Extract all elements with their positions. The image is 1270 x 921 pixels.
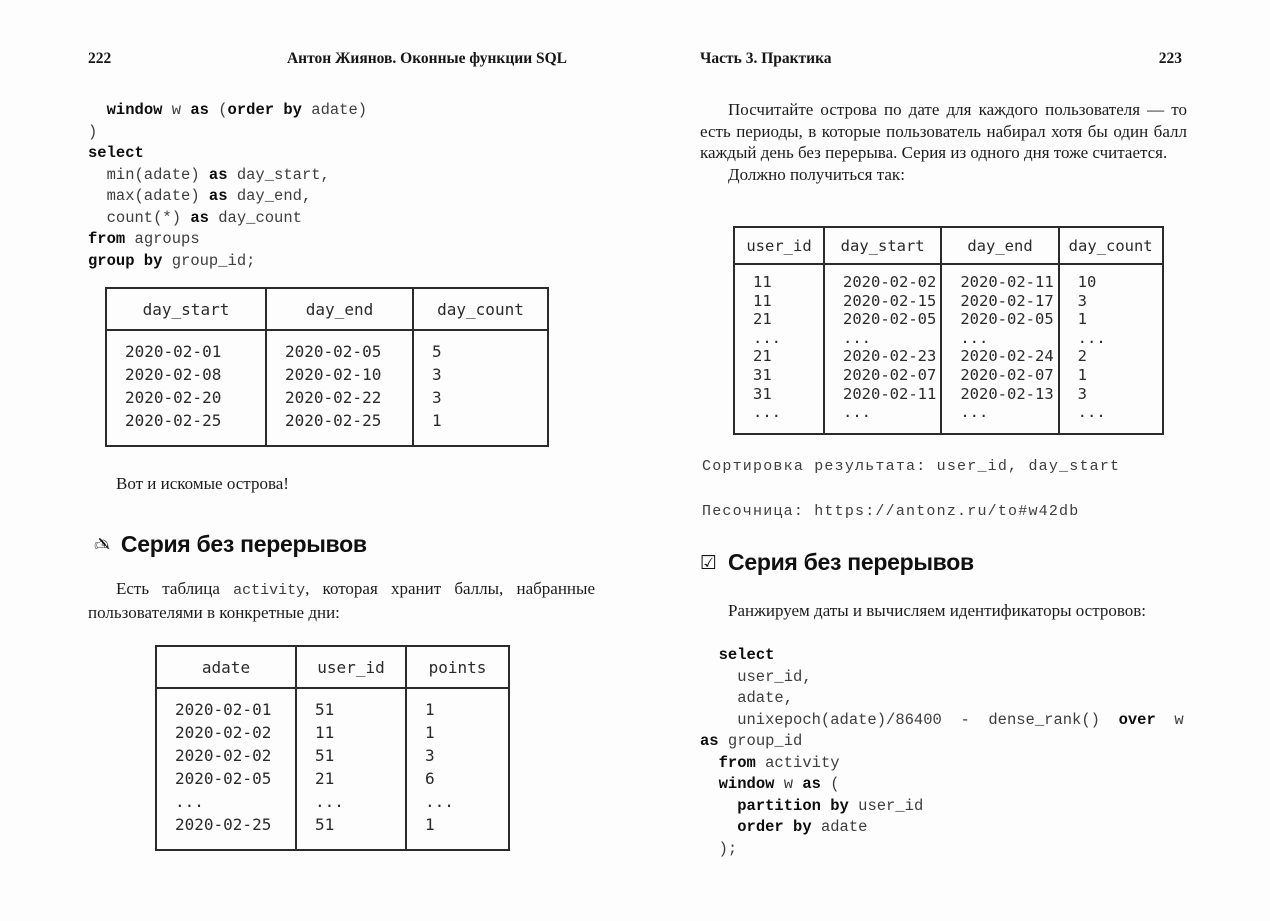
table-row [734, 310, 1163, 329]
table-cell: 1 [406, 688, 509, 721]
table-cell: ... [734, 403, 824, 434]
code-text: ( [820, 775, 840, 793]
table-cell: ... [734, 329, 824, 348]
sql-keyword: as [208, 187, 228, 205]
page-number: 222 [88, 50, 112, 67]
page-left [88, 0, 595, 921]
table-cell: 2020-02-02 [156, 744, 296, 767]
code-text: activity [755, 753, 840, 772]
code-text: ) [88, 122, 98, 141]
table-header-row [156, 646, 509, 688]
para-activity-intro [88, 578, 595, 623]
table-cell: 1 [1059, 366, 1163, 385]
code-line [700, 753, 1184, 775]
table-cell: 2020-02-20 [106, 386, 266, 409]
table-cell: 2020-02-01 [156, 688, 296, 721]
code-text [700, 754, 719, 772]
sql-keyword: over [1118, 710, 1156, 729]
code-text: group_id [718, 732, 803, 750]
code-text [88, 101, 107, 119]
inline-code: activity [233, 582, 306, 599]
code-line [700, 731, 1184, 753]
user-islands-result-table [733, 226, 1164, 435]
table-cell: 2020-02-15 [824, 292, 941, 311]
code-text: day_start, [227, 165, 330, 184]
table-row [156, 744, 509, 767]
table-cell: 2020-02-13 [941, 385, 1058, 404]
table-cell: 2020-02-02 [156, 721, 296, 744]
sql-keyword: order by [737, 818, 812, 836]
table-cell: 2020-02-11 [941, 264, 1058, 292]
sql-keyword: order by [227, 101, 302, 119]
sql-code-block-solution [700, 645, 1184, 860]
table-row [156, 813, 509, 850]
sql-code-block-islands [88, 100, 367, 272]
column-header: user_id [296, 646, 406, 688]
code-line [700, 645, 1184, 667]
table-row [734, 292, 1163, 311]
table-row [106, 363, 548, 386]
running-head-title: Часть 3. Практика [700, 50, 832, 67]
table-cell: 51 [296, 744, 406, 767]
table-cell: 2020-02-25 [156, 813, 296, 850]
code-text: user_id [848, 796, 924, 815]
table-cell: 2020-02-05 [266, 330, 413, 363]
sql-keyword: group by [88, 251, 163, 270]
note-sorting: Сортировка результата: user_id, day_start [702, 458, 1121, 475]
code-text: count(*) [88, 208, 191, 227]
code-line [700, 710, 1184, 732]
table-cell: 6 [406, 767, 509, 790]
sql-keyword: window [106, 101, 163, 119]
code-line [88, 165, 367, 187]
table-cell: ... [1059, 403, 1163, 434]
code-text [700, 775, 719, 793]
table-cell: 2020-02-10 [266, 363, 413, 386]
code-line [88, 251, 367, 273]
page-right [700, 0, 1187, 921]
table-cell: 2020-02-05 [156, 767, 296, 790]
task-text-block [700, 99, 1187, 185]
code-line [700, 667, 1184, 689]
table-cell: 11 [734, 292, 824, 311]
table-row [734, 385, 1163, 404]
table-cell: ... [824, 329, 941, 348]
table-cell: 2020-02-24 [941, 347, 1058, 366]
sql-keyword: from [88, 230, 126, 248]
table-cell: 2 [1059, 347, 1163, 366]
column-header: day_end [266, 288, 413, 330]
table-row [156, 688, 509, 721]
table-cell: 31 [734, 385, 824, 404]
table-cell: 2020-02-07 [824, 366, 941, 385]
para-task: Посчитайте острова по дате для каждого пользователя — то есть периоды, в которые пользователь набирал хотя бы один балл каждый день без перерыва. Серия из одного дня тоже считается. [700, 100, 1187, 162]
column-header: day_end [941, 227, 1058, 264]
table-cell: 2020-02-02 [824, 264, 941, 292]
sql-keyword: from [718, 753, 756, 772]
table-cell: 3 [1059, 385, 1163, 404]
para-islands-found: Вот и искомые острова! [116, 474, 289, 493]
code-text: day_count [208, 208, 302, 227]
table-cell: 21 [734, 310, 824, 329]
table-cell: 2020-02-25 [106, 409, 266, 446]
table-cell: 1 [1059, 310, 1163, 329]
column-header: user_id [734, 227, 824, 264]
code-text: w [162, 101, 191, 119]
table-row [734, 329, 1163, 348]
running-head-title: Антон Жиянов. Оконные функции SQL [286, 50, 568, 67]
code-line [88, 229, 367, 251]
table-cell: 2020-02-08 [106, 363, 266, 386]
table-cell: 2020-02-23 [824, 347, 941, 366]
table-cell: 2020-02-07 [941, 366, 1058, 385]
table-row [106, 386, 548, 409]
table-row [734, 264, 1163, 292]
code-line [700, 774, 1184, 796]
paragraph-text: , которая хранит баллы, набранные пользователями в конкретные дни: [88, 579, 595, 622]
code-line [700, 796, 1184, 818]
table-cell: 2020-02-05 [824, 310, 941, 329]
table-row [734, 366, 1163, 385]
section-heading-label: Серия без перерывов [120, 531, 367, 557]
table-row [156, 767, 509, 790]
sql-keyword: as [208, 165, 228, 184]
table-cell: 1 [413, 409, 548, 446]
table-cell: 31 [734, 366, 824, 385]
sql-keyword: as [700, 732, 719, 750]
column-header: points [406, 646, 509, 688]
column-header: day_start [106, 288, 266, 330]
table-cell: 51 [296, 688, 406, 721]
table-cell: 51 [296, 813, 406, 850]
table-cell: 1 [406, 813, 509, 850]
column-header: day_start [824, 227, 941, 264]
code-text: unixepoch(adate)/86400 - dense_rank() [700, 710, 1119, 729]
page-header-left [88, 50, 595, 70]
table-cell: ... [1059, 329, 1163, 348]
code-line [88, 122, 367, 144]
table-cell: 2020-02-01 [106, 330, 266, 363]
code-text: ); [700, 839, 738, 858]
table-cell: 1 [406, 721, 509, 744]
code-text [700, 646, 719, 664]
table-cell: 10 [1059, 264, 1163, 292]
table-cell: ... [824, 403, 941, 434]
code-text [700, 818, 737, 836]
code-text [700, 797, 737, 815]
table-cell: ... [941, 329, 1058, 348]
sql-keyword: partition by [737, 796, 849, 815]
code-line [88, 208, 367, 230]
para-expected: Должно получиться так: [728, 164, 905, 184]
code-text: adate, [700, 689, 794, 707]
table-cell: 2020-02-11 [824, 385, 941, 404]
section-heading-label: Серия без перерывов [728, 549, 974, 575]
checkbox-checked-icon: ☑ [700, 551, 718, 574]
table-cell: 21 [296, 767, 406, 790]
paragraph-text: Есть таблица [116, 579, 234, 598]
note-sandbox-link: Песочница: https://antonz.ru/to#w42db [702, 503, 1080, 520]
table-cell: ... [156, 790, 296, 813]
page-number: 223 [1158, 50, 1182, 67]
table-cell: 3 [413, 386, 548, 409]
table-cell: 2020-02-22 [266, 386, 413, 409]
para-ranking: Ранжируем даты и вычисляем идентификаторы островов: [728, 601, 1147, 620]
code-text: agroups [125, 230, 200, 248]
code-text: adate) [301, 101, 368, 119]
code-text: min(adate) [88, 165, 209, 184]
table-cell: ... [941, 403, 1058, 434]
table-cell: 21 [734, 347, 824, 366]
sql-keyword: window [718, 775, 775, 793]
code-line [88, 143, 367, 165]
code-text: ( [208, 101, 228, 119]
sql-keyword: select [88, 144, 144, 162]
column-header: day_count [1059, 227, 1163, 264]
islands-result-table [105, 287, 549, 447]
table-cell: 5 [413, 330, 548, 363]
table-cell: 3 [1059, 292, 1163, 311]
sql-keyword: as [802, 775, 821, 793]
table-cell: 2020-02-05 [941, 310, 1058, 329]
code-line [700, 839, 1184, 861]
table-row [106, 330, 548, 363]
sql-keyword: as [190, 208, 209, 227]
code-line [700, 817, 1184, 839]
table-header-row [734, 227, 1163, 264]
table-header-row [106, 288, 548, 330]
table-row [156, 721, 509, 744]
page-header-right [700, 50, 1187, 70]
code-text: group_id; [162, 251, 256, 270]
table-cell: 11 [296, 721, 406, 744]
code-text: w [1155, 710, 1184, 729]
code-text: max(adate) [88, 187, 209, 205]
code-line [700, 688, 1184, 710]
section-heading-series [94, 531, 367, 558]
sql-keyword: as [190, 101, 209, 119]
code-text: day_end, [227, 187, 312, 205]
table-cell: 3 [413, 363, 548, 386]
activity-table [155, 645, 510, 851]
table-row [734, 347, 1163, 366]
table-cell: ... [406, 790, 509, 813]
column-header: adate [156, 646, 296, 688]
table-cell: ... [296, 790, 406, 813]
code-line [88, 100, 367, 122]
table-cell: 2020-02-25 [266, 409, 413, 446]
table-row [106, 409, 548, 446]
code-text: user_id, [700, 667, 812, 686]
table-cell: 2020-02-17 [941, 292, 1058, 311]
table-cell: 3 [406, 744, 509, 767]
column-header: day_count [413, 288, 548, 330]
table-row [156, 790, 509, 813]
sql-keyword: select [718, 646, 775, 664]
table-cell: 11 [734, 264, 824, 292]
code-line [88, 186, 367, 208]
section-heading-series-solution [700, 549, 974, 576]
code-text: w [774, 775, 803, 793]
writing-hand-icon: ✍ [94, 533, 110, 556]
code-text: adate [811, 818, 868, 836]
table-row [734, 403, 1163, 434]
